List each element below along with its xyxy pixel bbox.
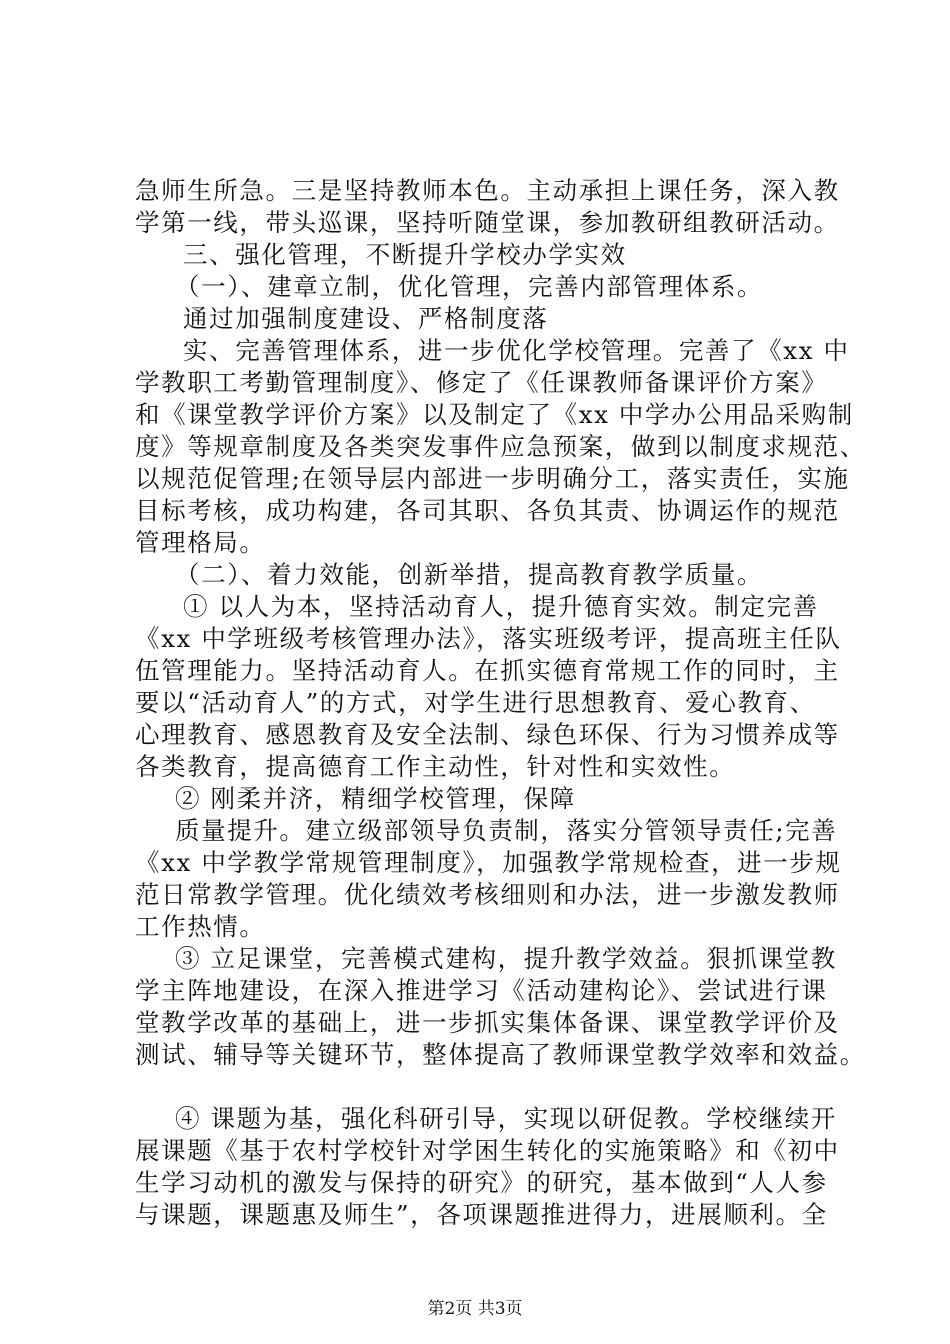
body-text-line: 学第一线，带头巡课，坚持听随堂课，参加教研组教研活动。 xyxy=(135,208,840,237)
body-text-line: 《xx 中学班级考核管理办法》，落实班级考评，提高班主任队 xyxy=(135,624,842,653)
body-text-line: ③ 立足课堂，完善模式建构，提升教学效益。狠抓课堂教 xyxy=(175,944,837,973)
page-number-footer: 第2页 共3页 xyxy=(427,1299,523,1319)
body-text-line: 测试、辅导等关键环节，整体提高了教师课堂教学效率和效益。 xyxy=(135,1040,866,1069)
body-text-line: 通过加强制度建设、严格制度落 xyxy=(183,304,549,333)
body-text-line: 工作热情。 xyxy=(135,912,266,941)
body-text-line: 心理教育、感恩教育及安全法制、绿色环保、行为习惯养成等 xyxy=(135,720,840,749)
body-text-line: ④ 课题为基，强化科研引导，实现以研促教。学校继续开 xyxy=(175,1104,837,1133)
body-text-line: 和《课堂教学评价方案》以及制定了《xx 中学办公用品采购制 xyxy=(135,400,854,429)
body-text-line: 度》等规章制度及各类突发事件应急预案，做到以制度求规范、 xyxy=(135,432,866,461)
subsection-heading: （二）、着力效能，创新举措，提高教育教学质量。 xyxy=(175,560,764,589)
body-text-line: ② 刚柔并济，精细学校管理，保障 xyxy=(175,784,576,813)
body-text-line: 生学习动机的激发与保持的研究》的研究，基本做到“人人参 xyxy=(135,1168,828,1197)
body-text-line: ① 以人为本，坚持活动育人，提升德育实效。制定完善 xyxy=(183,592,819,621)
body-text-line: 《xx 中学教学常规管理制度》，加强教学常规检查，进一步规 xyxy=(135,848,842,877)
body-text-line: 展课题《基于农村学校针对学困生转化的实施策略》和《初中 xyxy=(135,1136,840,1165)
body-text-line: 以规范促管理;在领导层内部进一步明确分工，落实责任，实施 xyxy=(135,464,850,493)
section-heading: 三、强化管理，不断提升学校办学实效 xyxy=(183,240,627,269)
body-text-line: 学教职工考勤管理制度》、修定了《任课教师备课评价方案》 xyxy=(135,368,828,397)
subsection-heading: （一）、建章立制，优化管理，完善内部管理体系。 xyxy=(175,272,764,301)
body-text-line: 各类教育，提高德育工作主动性，针对性和实效性。 xyxy=(135,752,736,781)
body-text-line: 要以“活动育人”的方式，对学生进行思想教育、爱心教育、 xyxy=(135,688,816,717)
body-text-line: 伍管理能力。坚持活动育人。在抓实德育常规工作的同时，主 xyxy=(135,656,840,685)
body-text-line: 目标考核，成功构建，各司其职、各负其责、协调运作的规范 xyxy=(135,496,840,525)
body-text-line: 管理格局。 xyxy=(135,528,266,557)
body-text-line: 与课题，课题惠及师生”，各项课题推进得力，进展顺利。全 xyxy=(135,1200,828,1229)
body-text-line: 质量提升。建立级部领导负责制，落实分管领导责任;完善 xyxy=(175,816,838,845)
body-text-line: 学主阵地建设，在深入推进学习《活动建构论》、尝试进行课 xyxy=(135,976,828,1005)
body-text-line: 范日常教学管理。优化绩效考核细则和办法，进一步激发教师 xyxy=(135,880,840,909)
body-text-line: 堂教学改革的基础上，进一步抓实集体备课、课堂教学评价及 xyxy=(135,1008,840,1037)
body-text-line: 急师生所急。三是坚持教师本色。主动承担上课任务，深入教 xyxy=(135,176,840,205)
body-text-line: 实、完善管理体系，进一步优化学校管理。完善了《xx 中 xyxy=(183,336,850,365)
